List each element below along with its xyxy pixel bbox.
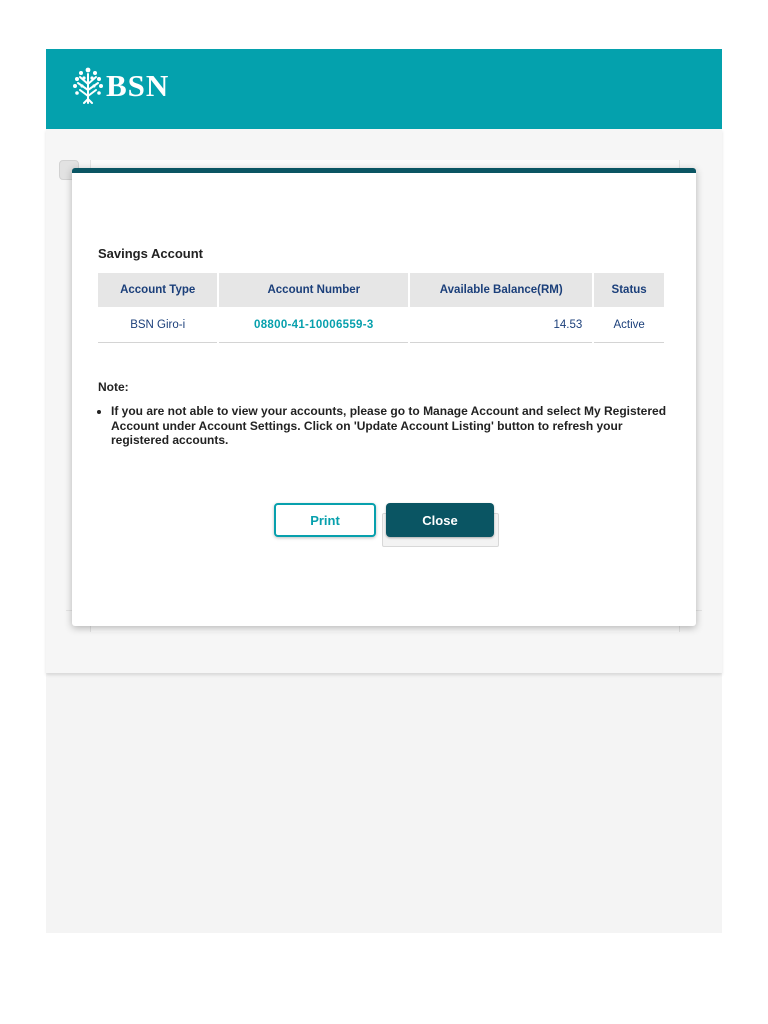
tree-icon — [72, 66, 104, 104]
close-button[interactable]: Close — [386, 503, 494, 537]
column-header-available-balance: Available Balance(RM) — [410, 273, 592, 307]
note-line: Account under Account Settings. Click on 'Update Account Listing' button to refresh your registered accounts. — [111, 418, 623, 447]
table-header-row — [98, 273, 664, 307]
column-header-account-number: Account Number — [219, 273, 408, 307]
table-row — [98, 307, 664, 343]
accounts-table — [96, 273, 666, 343]
bsn-logo[interactable] — [72, 66, 169, 104]
account-type-cell: BSN Giro-i — [98, 307, 217, 343]
column-header-status: Status — [594, 273, 664, 307]
note-list — [94, 404, 681, 448]
account-summary-dialog — [72, 168, 696, 626]
brand-name: BSN — [106, 67, 170, 103]
status-cell: Active — [594, 307, 664, 343]
column-header-account-type: Account Type — [98, 273, 217, 307]
section-title: Savings Account — [98, 246, 203, 261]
available-balance-cell: 14.53 — [410, 307, 592, 343]
note-item — [111, 404, 681, 448]
note-line: • If you are not able to view your accounts, please go to Manage Account and select My Registered — [111, 404, 667, 418]
print-button[interactable]: Print — [274, 503, 376, 537]
account-number-link[interactable]: 08800-41-10006559-3 — [219, 307, 408, 343]
note-title: Note: — [98, 380, 129, 394]
